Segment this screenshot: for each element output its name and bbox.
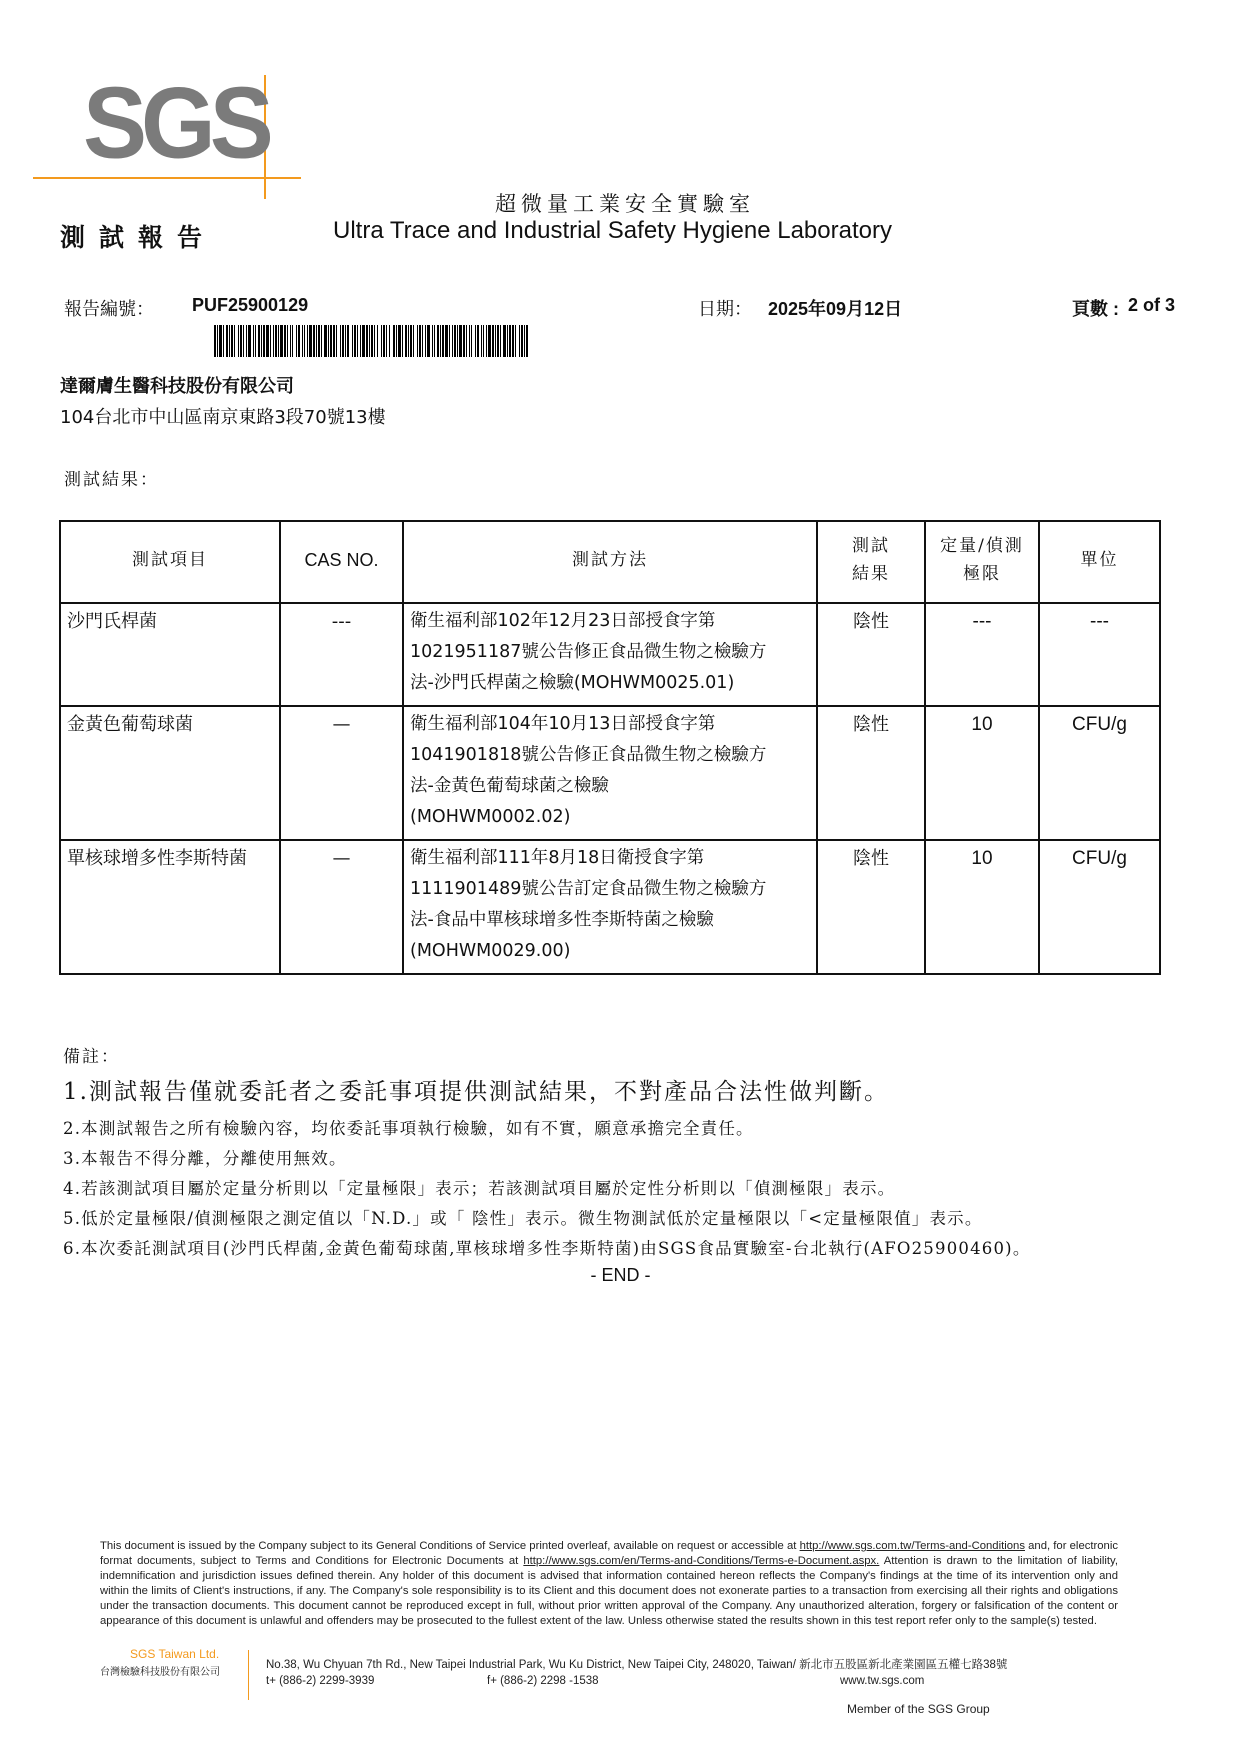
table-row	[60, 840, 1160, 974]
cell-test-method	[403, 706, 817, 840]
cell-test-method	[403, 840, 817, 974]
e-document-terms-link[interactable]: http://www.sgs.com/en/Terms-and-Conditions/Terms-e-Document.aspx.	[523, 1555, 880, 1567]
report-barcode	[214, 325, 530, 357]
cell-cas-no: —	[280, 706, 403, 840]
cell-test-item: 沙門氏桿菌	[60, 603, 280, 706]
method-line: 1021951187號公告修正食品微生物之檢驗方	[410, 642, 767, 662]
footer-fax: f+ (886-2) 2298 -1538	[487, 1675, 599, 1687]
note-item: 6.本次委託測試項目(沙門氏桿菌,金黃色葡萄球菌,單核球增多性李斯特菌)由SGS食品實驗室-台北執行(AFO25900460)。	[63, 1239, 1031, 1258]
table-header-row	[60, 521, 1160, 603]
method-line: 法-金黃色葡萄球菌之檢驗	[410, 776, 609, 796]
note-item: 3.本報告不得分離，分離使用無效。	[63, 1149, 347, 1168]
header-result: 測試 結果	[817, 521, 925, 603]
header-test-item: 測試項目	[60, 521, 280, 603]
method-line: 衛生福利部111年8月18日衛授食字第	[410, 848, 705, 868]
cell-result: 陰性	[817, 706, 925, 840]
cell-test-method	[403, 603, 817, 706]
notes-label: 備註：	[63, 1047, 120, 1067]
method-line: 衛生福利部104年10月13日部授食字第	[410, 714, 716, 734]
lab-name-zh: 超微量工業安全實驗室	[495, 192, 755, 216]
page-count: 2 of 3	[1128, 295, 1176, 315]
results-label: 測試結果：	[64, 470, 159, 490]
cell-loq: 10	[925, 840, 1039, 974]
note-item: 4.若該測試項目屬於定量分析則以「定量極限」表示；若該測試項目屬於定性分析則以「偵測極限」表示。	[63, 1179, 896, 1198]
cell-unit: CFU/g	[1039, 840, 1160, 974]
lab-name-en: Ultra Trace and Industrial Safety Hygiene Laboratory	[333, 217, 892, 244]
cell-test-item: 單核球增多性李斯特菌	[60, 840, 280, 974]
footer-company-en: SGS Taiwan Ltd.	[130, 1647, 220, 1661]
results-table	[59, 520, 1161, 975]
cell-cas-no: ---	[280, 603, 403, 706]
method-line: 法-食品中單核球增多性李斯特菌之檢驗	[410, 910, 714, 930]
date-label: 日期：	[698, 299, 752, 320]
report-title: 測試報告	[60, 223, 217, 252]
cell-loq: 10	[925, 706, 1039, 840]
footer-address: No.38, Wu Chyuan 7th Rd., New Taipei Industrial Park, Wu Ku District, New Taipei City, 248020, Taiwan/ 新北市五股區新北產業園區五權七路38號	[266, 1659, 1008, 1671]
end-marker: - END -	[590, 1265, 651, 1285]
header-unit: 單位	[1039, 521, 1160, 603]
method-line: 1041901818號公告修正食品微生物之檢驗方	[410, 745, 767, 765]
cell-result: 陰性	[817, 840, 925, 974]
method-line: (MOHWM0029.00)	[410, 941, 571, 961]
cell-loq: ---	[925, 603, 1039, 706]
client-name: 達爾膚生醫科技股份有限公司	[60, 376, 294, 397]
method-line: (MOHWM0002.02)	[410, 807, 571, 827]
report-no-label: 報告編號：	[64, 299, 154, 320]
header-test-method: 測試方法	[403, 521, 817, 603]
cell-unit: ---	[1039, 603, 1160, 706]
logo-wordmark: SGS	[83, 67, 268, 180]
client-address: 104台北市中山區南京東路3段70號13樓	[60, 407, 386, 428]
header-loq: 定量/偵測 極限	[925, 521, 1039, 603]
legal-disclaimer: This document is issued by the Company subject to its General Conditions of Service printed overleaf, available on request or accessible at http://www.sgs.com.tw/Terms-and-Conditions and, for electronic format documents, subject to Terms and Conditions for Electronic Documents at http://www.sgs.com/en/Terms-and-Conditions/Terms-e-Document.aspx. Attention is drawn to the limitation of liability, indemnification and jurisdiction issues defined therein. Any holder of this document is advised that information contained hereon reflects the Company's findings at the time of its intervention only and within the limits of Client's instructions, if any. The Company's sole responsibility is to its Client and this document does not exonerate parties to a transaction from exercising all their rights and obligations under the transaction documents. This document cannot be reproduced except in full, without prior written approval of the Company. Any unauthorized alteration, forgery or falsification of the content or appearance of this document is unlawful and offenders may be prosecuted to the fullest extent of the law. Unless otherwise stated the results shown in this test report refer only to the sample(s) tested.	[100, 1540, 1118, 1627]
footer-telephone: t+ (886-2) 2299-3939	[266, 1675, 375, 1687]
cell-unit: CFU/g	[1039, 706, 1160, 840]
footer-divider	[248, 1650, 249, 1700]
table-row	[60, 706, 1160, 840]
table-row	[60, 603, 1160, 706]
cell-result: 陰性	[817, 603, 925, 706]
report-date: 2025年09月12日	[768, 299, 903, 319]
footer-member: Member of the SGS Group	[847, 1702, 990, 1716]
cell-cas-no: —	[280, 840, 403, 974]
method-line: 衛生福利部102年12月23日部授食字第	[410, 611, 716, 631]
terms-link[interactable]: http://www.sgs.com.tw/Terms-and-Conditions	[799, 1540, 1025, 1552]
footer-company-zh: 台灣檢驗科技股份有限公司	[100, 1667, 220, 1678]
sgs-logo	[33, 67, 303, 200]
page-label: 頁數 :	[1072, 299, 1119, 319]
notes-list	[63, 1070, 1183, 1264]
note-item: 5.低於定量極限/偵測極限之測定值以「N.D.」或「 陰性」表示。微生物測試低於定量極限以「<定量極限值」表示。	[63, 1209, 983, 1228]
note-item: 1.測試報告僅就委託者之委託事項提供測試結果，不對產品合法性做判斷。	[63, 1079, 889, 1105]
note-item: 2.本測試報告之所有檢驗內容，均依委託事項執行檢驗，如有不實，願意承擔完全責任。	[63, 1119, 754, 1138]
method-line: 法-沙門氏桿菌之檢驗(MOHWM0025.01)	[410, 673, 735, 693]
report-no: PUF25900129	[192, 295, 309, 315]
header-cas-no: CAS NO.	[280, 521, 403, 603]
method-line: 1111901489號公告訂定食品微生物之檢驗方	[410, 879, 767, 899]
cell-test-item: 金黃色葡萄球菌	[60, 706, 280, 840]
footer-website[interactable]: www.tw.sgs.com	[840, 1675, 925, 1687]
